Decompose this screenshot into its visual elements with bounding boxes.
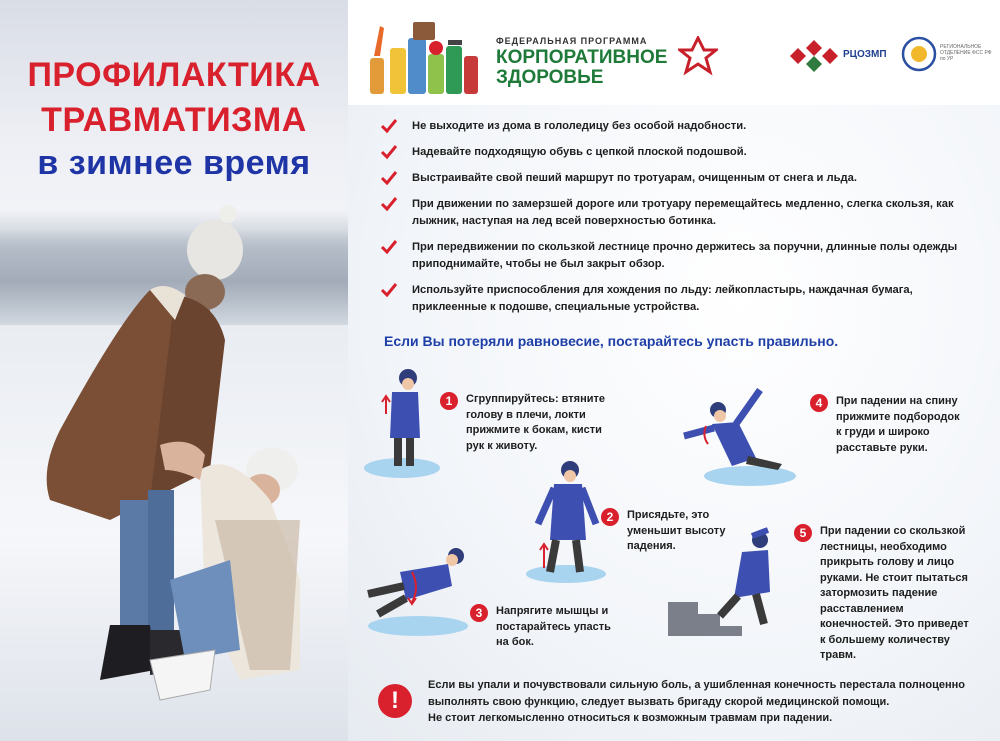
header-logos — [348, 0, 1000, 105]
title-line-2: ТРАВМАТИЗМА — [41, 101, 307, 139]
falling-subheading: Если Вы потеряли равновесие, постарайтесь упасть правильно. — [384, 333, 839, 349]
udmurtia-health-logo-icon — [678, 36, 718, 76]
tip-item — [378, 144, 978, 161]
program-name — [496, 48, 667, 88]
tip-text: Надевайте подходящую обувь с цепкой плоской подошвой. — [412, 146, 747, 158]
rczmp-logo-text: РЦОЗМП — [843, 49, 887, 60]
step-number-badge: 1 — [440, 392, 458, 410]
checkmark-icon — [380, 118, 398, 134]
step-text: При падении со скользкой лестницы, необходимо прикрыть голову и лицо руками. Не стоит пытаться затормозить падение расставлением конечностей. Это приведет к большему количеству травм. — [820, 525, 969, 661]
tip-item — [378, 282, 978, 316]
title-line-3: в зимнее время — [37, 144, 311, 182]
tip-text: Используйте приспособления для хождения по льду: лейкопластырь, наждачная бумага, приклеенные к подошве, специальные устройства. — [412, 284, 913, 313]
tip-text: При передвижении по скользкой лестнице прочно держитесь за поручни, длинные полы одежды приподнимайте, чтобы не был закрыт обзор. — [412, 241, 958, 270]
warning-line-1: Если вы упали и почувствовали сильную боль, а ушибленная конечность перестала полноценно — [428, 679, 966, 691]
exclamation-icon: ! — [378, 684, 412, 718]
checkmark-icon — [380, 282, 398, 298]
fss-emblem-icon — [901, 36, 937, 72]
step-1 — [440, 392, 660, 456]
step-text: При падении на спину прижмите подбородок к груди и широко расставьте руки. — [836, 395, 960, 454]
step-5 — [794, 524, 994, 661]
info-panel — [348, 0, 1000, 741]
step-number-badge: 3 — [470, 604, 488, 622]
figure-step-3-illustration — [360, 542, 472, 638]
program-name-line-1: КОРПОРАТИВНОЕ — [496, 47, 668, 68]
checkmark-icon — [380, 239, 398, 255]
step-number-badge: 2 — [601, 508, 619, 526]
warning-line-2: выполнять свою функцию, следует вызвать бригаду скорой медицинской помощи. — [428, 695, 890, 708]
checkmark-icon — [380, 170, 398, 186]
corporate-health-logo-icon — [368, 18, 488, 94]
step-number-badge: 4 — [810, 394, 828, 412]
tips-list — [378, 118, 978, 316]
title-line-1: ПРОФИЛАКТИКА — [27, 56, 321, 94]
fss-logo-text: РЕГИОНАЛЬНОЕ ОТДЕЛЕНИЕ ФСС РФ по УР — [940, 44, 992, 62]
warning-text — [428, 677, 988, 727]
step-4 — [810, 394, 990, 458]
program-label: ФЕДЕРАЛЬНАЯ ПРОГРАММА — [496, 36, 648, 46]
figure-step-1-illustration — [362, 368, 442, 480]
figure-step-4-illustration — [678, 384, 800, 488]
figure-step-2-illustration — [516, 460, 606, 584]
tip-text: Не выходите из дома в гололедицу без особой надобности. — [412, 120, 747, 132]
rczmp-ornament-logo-icon — [788, 38, 840, 74]
photo-panel — [0, 0, 348, 741]
tip-text: Выстраивайте свой пеший маршрут по тротуарам, очищенным от снега и льда. — [412, 172, 857, 184]
couple-on-ice-photo — [0, 200, 348, 741]
tip-text: При движении по замерзшей дороге или тротуару перемещайтесь медленно, слегка скользя, как лыжник, наступая на лед всей поверхностью ботинка. — [412, 198, 954, 227]
figure-step-5-illustration — [668, 526, 788, 636]
checkmark-icon — [380, 144, 398, 160]
tip-item — [378, 170, 978, 187]
warning-line-3: Не стоит легкомысленно относиться к возможным травмам при падении. — [428, 712, 833, 724]
program-name-line-2: ЗДОРОВЬЕ — [496, 67, 604, 88]
step-text: Напрягите мышцы и постарайтесь упасть на бок. — [496, 605, 611, 648]
step-number-badge: 5 — [794, 524, 812, 542]
tip-item — [378, 118, 978, 135]
tip-item — [378, 196, 978, 230]
tip-item — [378, 239, 978, 273]
step-text: Сгруппируйтесь: втяните голову в плечи, локти прижмите к бокам, кисти рук к животу. — [466, 393, 606, 452]
step-3 — [470, 604, 650, 654]
step-text: Присядьте, это уменьшит высоту падения. — [627, 509, 726, 552]
checkmark-icon — [380, 196, 398, 212]
